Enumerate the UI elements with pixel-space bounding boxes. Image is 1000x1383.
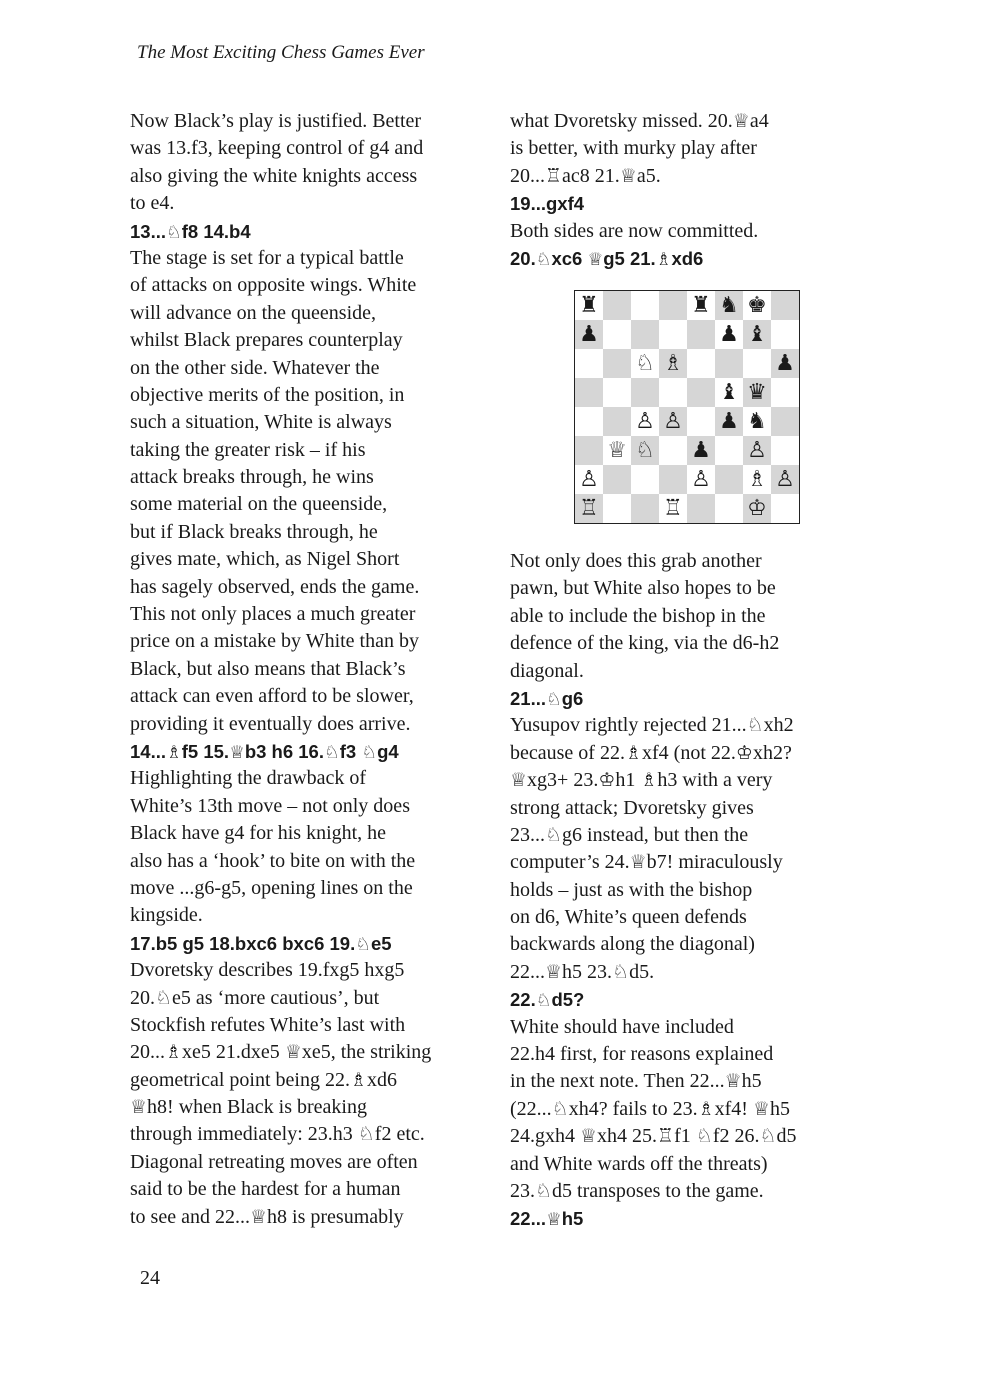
text-line: what Dvoretsky missed. 20.♕a4 xyxy=(510,110,769,132)
chess-diagram xyxy=(574,290,800,524)
text-line: 23...♘g6 instead, but then the xyxy=(510,823,749,846)
text-line: said to be the hardest for a human xyxy=(130,1178,401,1201)
board-square xyxy=(771,320,799,349)
board-square: ♝ xyxy=(743,320,771,349)
board-square: ♕ xyxy=(603,436,631,465)
text-line: Diagonal retreating moves are often xyxy=(130,1150,418,1173)
text-line: 20...♖ac8 21.♕a5. xyxy=(510,164,661,187)
text-line: (22...♘xh4? fails to 23.♗xf4! ♕h5 xyxy=(510,1097,791,1120)
chess-board xyxy=(575,291,799,523)
text-line: objective merits of the position, in xyxy=(130,383,405,406)
board-square xyxy=(575,407,603,436)
board-square: ♞ xyxy=(743,407,771,436)
board-square xyxy=(715,436,743,465)
text-line: was 13.f3, keeping control of g4 and xyxy=(130,137,424,160)
text-line: Not only does this grab another xyxy=(510,550,762,572)
board-square xyxy=(603,291,631,320)
board-square xyxy=(771,291,799,320)
text-line: able to include the bishop in the xyxy=(510,604,766,627)
board-square: ♖ xyxy=(659,494,687,523)
board-square: ♚ xyxy=(743,291,771,320)
text-line: Now Black’s play is justified. Better xyxy=(130,110,422,132)
text-line: of attacks on opposite wings. White xyxy=(130,274,417,297)
text-line: ♕xg3+ 23.♔h1 ♗h3 with a very xyxy=(510,769,773,792)
text-line: attack can even afford to be slower, xyxy=(130,685,414,708)
move-line: 22.♘d5? xyxy=(510,989,585,1012)
board-square xyxy=(687,378,715,407)
text-line: Both sides are now committed. xyxy=(510,219,759,242)
text-line: defence of the king, via the d6-h2 xyxy=(510,632,780,655)
board-square xyxy=(687,349,715,378)
text-line: Highlighting the drawback of xyxy=(130,767,367,790)
text-line: The stage is set for a typical battle xyxy=(130,246,404,269)
move-line: 22...♕h5 xyxy=(510,1208,584,1231)
board-square xyxy=(687,494,715,523)
board-square xyxy=(631,494,659,523)
board-square xyxy=(743,349,771,378)
board-square xyxy=(631,320,659,349)
text-line: 22.h4 first, for reasons explained xyxy=(510,1043,774,1066)
text-line: in the next note. Then 22...♕h5 xyxy=(510,1070,762,1093)
text-line: holds – just as with the bishop xyxy=(510,878,753,901)
move-line: 21...♘g6 xyxy=(510,687,584,710)
board-square xyxy=(603,378,631,407)
text-line: is better, with murky play after xyxy=(510,137,757,160)
board-square: ♘ xyxy=(631,436,659,465)
text-line: move ...g6-g5, opening lines on the xyxy=(130,876,413,899)
page-number: 24 xyxy=(140,1267,160,1289)
running-head: The Most Exciting Chess Games Ever xyxy=(137,42,425,63)
text-line: geometrical point being 22.♗xd6 xyxy=(130,1068,397,1091)
text-line: diagonal. xyxy=(510,659,584,682)
board-square xyxy=(687,407,715,436)
board-square: ♙ xyxy=(687,465,715,494)
board-square xyxy=(715,494,743,523)
board-square: ♙ xyxy=(659,407,687,436)
board-square: ♖ xyxy=(575,494,603,523)
board-square xyxy=(603,494,631,523)
text-line: Black have g4 for his knight, he xyxy=(130,822,387,845)
text-line: computer’s 24.♕b7! miraculously xyxy=(510,851,783,874)
text-line: White’s 13th move – not only does xyxy=(130,794,410,817)
text-line: Black, but also means that Black’s xyxy=(130,657,406,680)
board-square: ♙ xyxy=(575,465,603,494)
text-line: 20.♘e5 as ‘more cautious’, but xyxy=(130,986,380,1009)
board-square: ♙ xyxy=(743,436,771,465)
board-square: ♟ xyxy=(575,320,603,349)
move-line: 17.b5 g5 18.bxc6 bxc6 19.♘e5 xyxy=(130,932,392,955)
board-square: ♟ xyxy=(715,407,743,436)
text-line: also has a ‘hook’ to bite on with the xyxy=(130,849,416,872)
text-line: some material on the queenside, xyxy=(130,493,388,516)
text-line: ♕h8! when Black is breaking xyxy=(130,1096,367,1119)
text-line: and White wards off the threats) xyxy=(510,1152,768,1175)
board-square xyxy=(659,465,687,494)
text-line: whilst Black prepares counterplay xyxy=(130,329,403,352)
board-square xyxy=(771,494,799,523)
board-square xyxy=(659,291,687,320)
board-square xyxy=(771,436,799,465)
text-line: because of 22.♗xf4 (not 22.♔xh2? xyxy=(510,741,792,764)
board-square xyxy=(687,320,715,349)
move-line: 14...♗f5 15.♕b3 h6 16.♘f3 ♘g4 xyxy=(130,740,399,763)
text-line: 22...♕h5 23.♘d5. xyxy=(510,960,655,983)
text-line: 23.♘d5 transposes to the game. xyxy=(510,1179,764,1202)
board-square: ♟ xyxy=(715,320,743,349)
text-line: to e4. xyxy=(130,192,175,215)
move-line: 13...♘f8 14.b4 xyxy=(130,220,251,243)
text-line: but if Black breaks through, he xyxy=(130,520,378,543)
text-line: to see and 22...♕h8 is presumably xyxy=(130,1205,404,1228)
text-line: will advance on the queenside, xyxy=(130,301,377,324)
board-square xyxy=(715,349,743,378)
text-line: backwards along the diagonal) xyxy=(510,933,755,956)
text-line: attack breaks through, he wins xyxy=(130,466,374,489)
text-line: providing it eventually does arrive. xyxy=(130,712,411,735)
board-square: ♗ xyxy=(743,465,771,494)
board-square xyxy=(575,349,603,378)
board-square xyxy=(575,378,603,407)
text-line: taking the greater risk – if his xyxy=(130,438,366,461)
move-line: 19...gxf4 xyxy=(510,193,585,215)
move-line: 20.♘xc6 ♕g5 21.♗xd6 xyxy=(510,247,704,270)
text-line: through immediately: 23.h3 ♘f2 etc. xyxy=(130,1123,425,1146)
text-line: Stockfish refutes White’s last with xyxy=(130,1013,406,1036)
text-line: price on a mistake by White than by xyxy=(130,630,419,653)
board-square: ♙ xyxy=(771,465,799,494)
text-line: has sagely observed, ends the game. xyxy=(130,575,420,598)
board-square xyxy=(771,407,799,436)
text-line: White should have included xyxy=(510,1015,734,1038)
board-square: ♜ xyxy=(687,291,715,320)
board-square: ♜ xyxy=(575,291,603,320)
board-square xyxy=(603,407,631,436)
text-line: on the other side. Whatever the xyxy=(130,356,380,379)
text-line: This not only places a much greater xyxy=(130,603,416,626)
board-square xyxy=(603,349,631,378)
board-square: ♟ xyxy=(771,349,799,378)
text-line: on d6, White’s queen defends xyxy=(510,906,747,929)
text-line: 20...♗xe5 21.dxe5 ♕xe5, the striking xyxy=(130,1041,432,1064)
board-square xyxy=(659,378,687,407)
left-column xyxy=(130,108,490,1231)
board-square: ♔ xyxy=(743,494,771,523)
text-line: strong attack; Dvoretsky gives xyxy=(510,796,754,819)
text-line: such a situation, White is always xyxy=(130,411,392,434)
board-square xyxy=(771,378,799,407)
text-line: gives mate, which, as Nigel Short xyxy=(130,548,400,571)
right-column-top xyxy=(510,108,870,272)
board-square: ♝ xyxy=(715,378,743,407)
board-square: ♛ xyxy=(743,378,771,407)
text-line: Yusupov rightly rejected 21...♘xh2 xyxy=(510,714,794,737)
text-line: kingside. xyxy=(130,904,203,927)
text-line: pawn, but White also hopes to be xyxy=(510,577,776,600)
board-square xyxy=(631,291,659,320)
board-square xyxy=(659,436,687,465)
board-square: ♞ xyxy=(715,291,743,320)
text-line: Dvoretsky describes 19.fxg5 hxg5 xyxy=(130,959,405,982)
board-square: ♗ xyxy=(659,349,687,378)
text-line: also giving the white knights access xyxy=(130,164,418,187)
right-column-bottom xyxy=(510,548,870,1233)
board-square xyxy=(659,320,687,349)
board-square xyxy=(603,465,631,494)
board-square xyxy=(631,465,659,494)
board-square xyxy=(575,436,603,465)
board-square: ♘ xyxy=(631,349,659,378)
board-square xyxy=(603,320,631,349)
board-square xyxy=(715,465,743,494)
board-square: ♟ xyxy=(687,436,715,465)
board-square xyxy=(631,378,659,407)
text-line: 24.gxh4 ♕xh4 25.♖f1 ♘f2 26.♘d5 xyxy=(510,1125,797,1148)
board-square: ♙ xyxy=(631,407,659,436)
